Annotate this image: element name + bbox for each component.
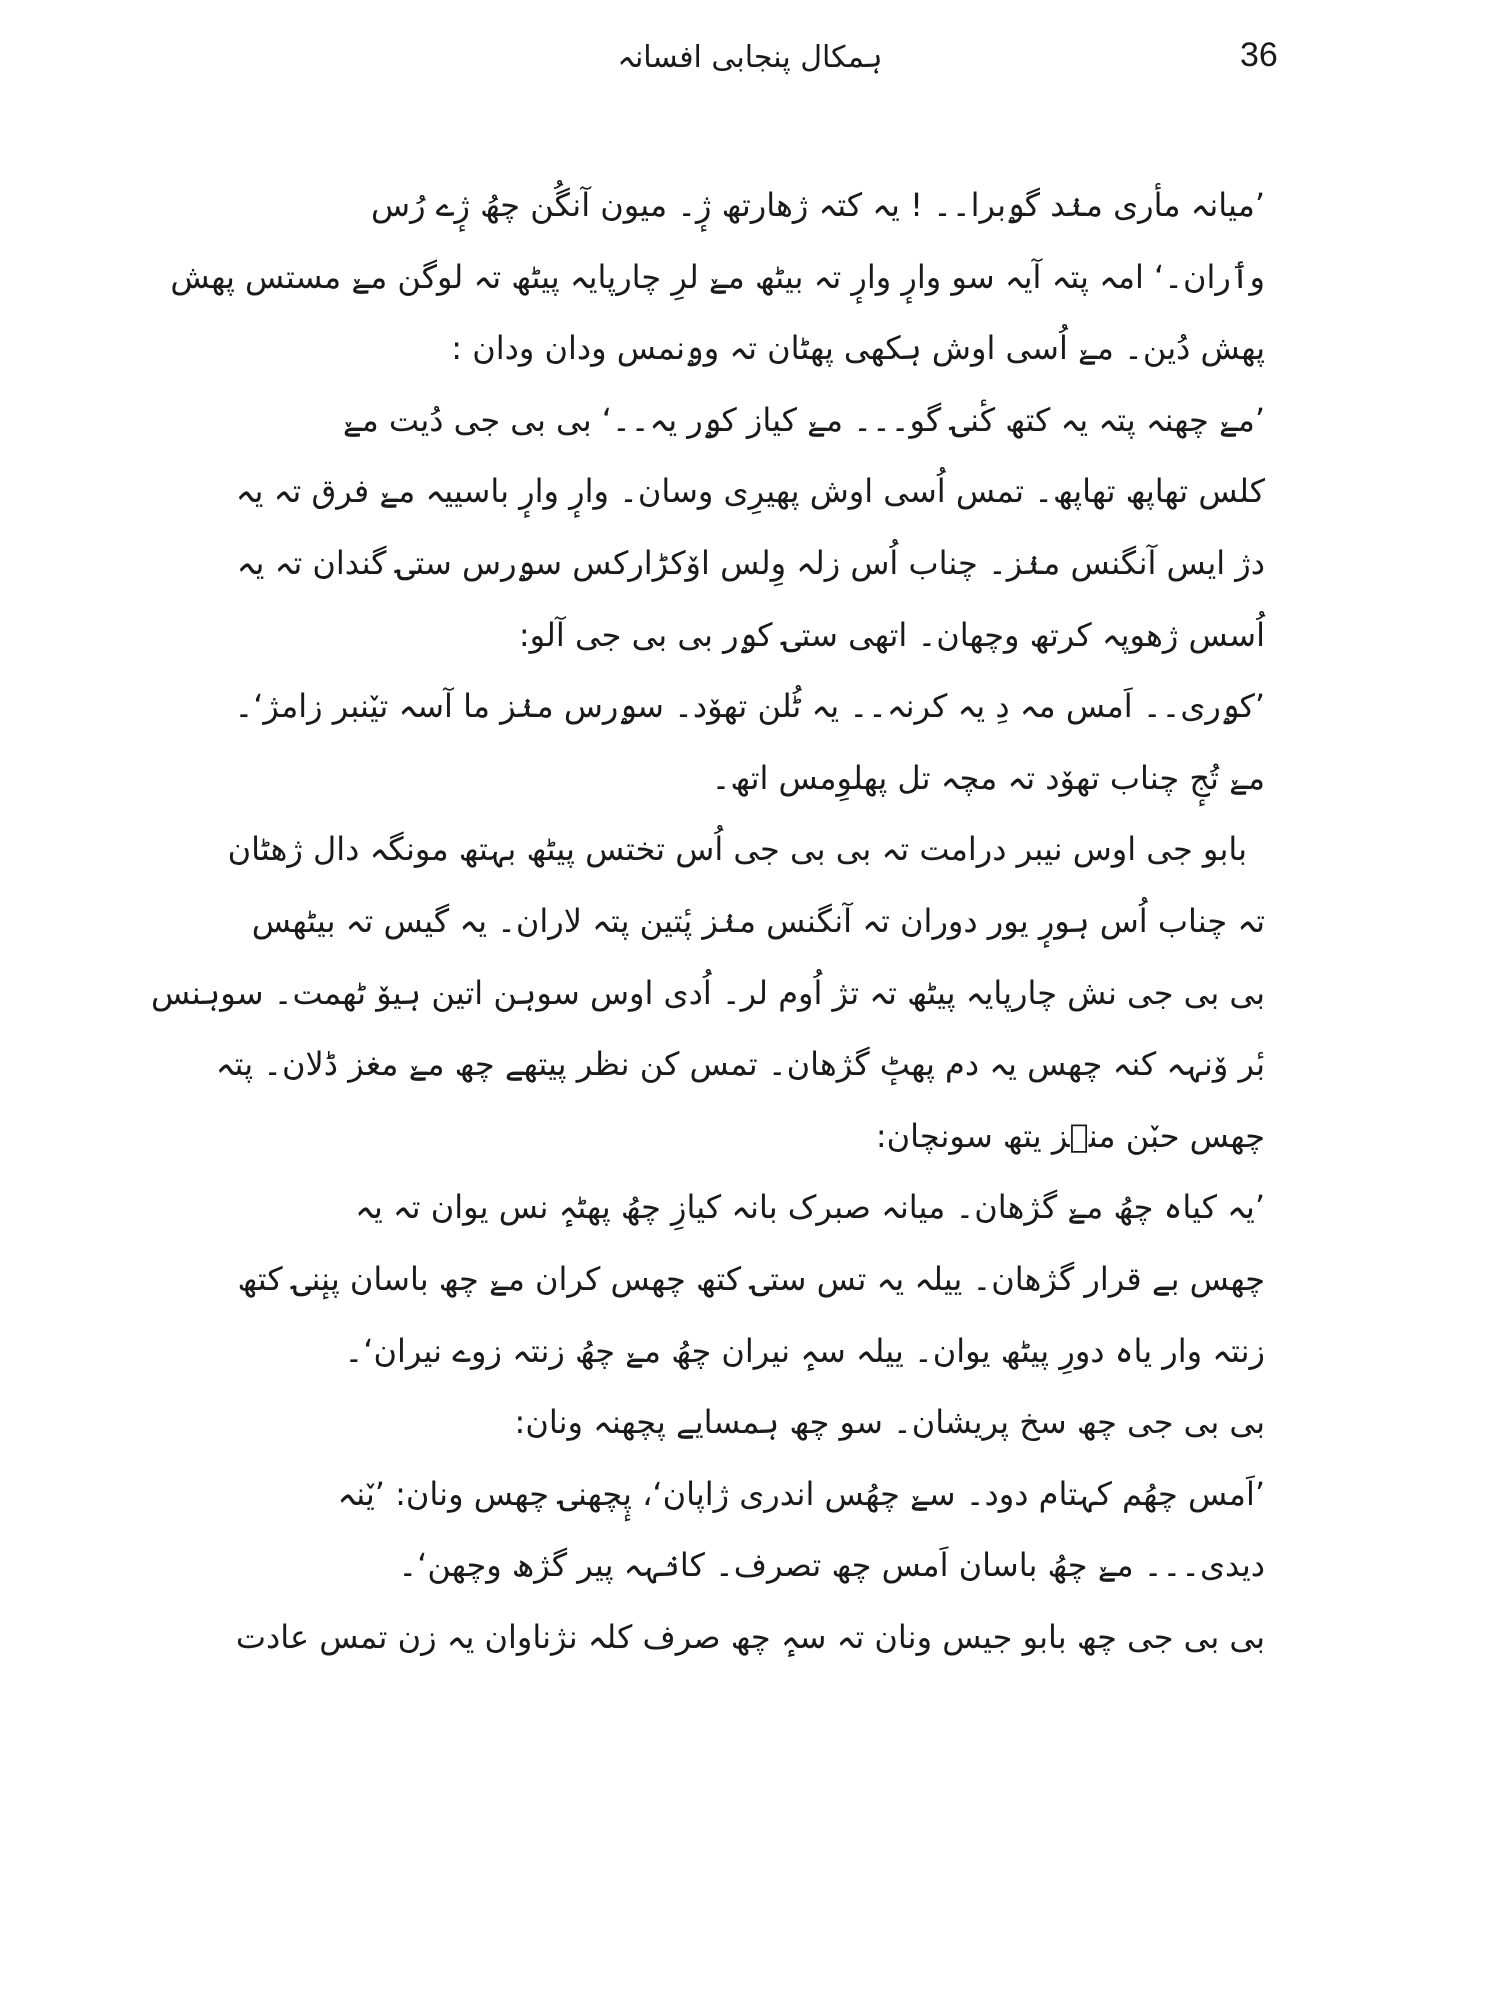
- text-line: بٔر وٚنہہ کنہ چھس یہ دم پھٹٕ گژھان۔ تمس کن نظر پیتھے چھ مےٚ مغز ڈلان۔ پتہ: [215, 1045, 1265, 1084]
- text-line: مےٚ تُجٕ چناب تھوٚد تہ مچہ تل پھلوِمس اتھ۔: [711, 758, 1265, 797]
- text-line: ’کۄری۔۔ اَمس مہ دِ یہ کرنہ۔۔ یہ ٹُلن تھوٚد۔ سۄرس منٛز ما آسہ تیٚنبر زامژ‘۔: [234, 687, 1265, 726]
- text-line: زنتہ وار یاہ دورِ پیٹھ یوان۔ ییلہ سہٕ نیران چھُ مےٚ چھُ زنتہ زوے نیران‘۔: [344, 1331, 1265, 1370]
- text-line: ’میانہ مأری منٛد گۄبرا۔۔ ! یہ کتہ ژھارتھ ژٕ۔ میون آنگُن چھُ ژٕے رُس: [371, 186, 1265, 224]
- text-line: تہ چناب اُس ہورٕ یور دوران تہ آنگنس منٛز پٔتین پتہ لاران۔ یہ گیس تہ بیٹھس: [251, 901, 1265, 940]
- text-line: بابو جی اوس نیبر درامت تہ بی بی جی اُس تختس پیٹھ بہتھ مونگہ دال ژھٹان: [227, 830, 1247, 869]
- text-line: ’یہ کیاہ چھُ مےٚ گژھان۔ میانہ صبرک بانہ کیازِ چھُ پھٹہٕ نس یوان تہ یہ: [355, 1188, 1265, 1227]
- text-line: چھس حبٚن منٛز یتھ سونچان:: [875, 1116, 1265, 1155]
- text-line: اُسس ژھوپہ کرتھ وچھان۔ اتھی ستۍ کۄر بی بی جی آلو:: [518, 615, 1265, 654]
- text-line: چھس بے قرار گژھان۔ ییلہ یہ تس ستۍ کتھ چھس کران مےٚ چھ باسان پنٕنۍ کتھ: [237, 1259, 1265, 1298]
- text-line: وٲران۔‘ امہ پتہ آیہ سو وارٕ وارٕ تہ بیٹھ مےٚ لرِ چارپایہ پیٹھ تہ لوگن مےٚ مستس پھش: [170, 257, 1265, 296]
- text-line: بی بی جی چھ بابو جیس ونان تہ سہٕ چھ صرف کلہ نژناوان یہ زن تمس عادت: [235, 1617, 1265, 1656]
- text-line: ’اَمس چھُم کہتام دود۔ سےٚ چھُس اندری ژاپان‘، پٕچھنۍ چھس ونان: ’یٚنہ: [337, 1474, 1265, 1513]
- text-line: بی بی جی چھ سخ پریشان۔ سو چھ ہمسایے پچھنہ ونان:: [514, 1403, 1265, 1442]
- body-text: [151, 170, 1265, 1673]
- text-line: بی بی جی نش چارپایہ پیٹھ تہ تژ اُوم لر۔ اُدی اوس سوہن اتین ہیوٚ ٹھمت۔ سوہنس: [151, 973, 1265, 1012]
- text-line: دژ ایس آنگنس منٛز۔ چناب اُس زلہ وِلس اوٚکڑارکس سۄرس ستۍ گندان تہ یہ: [236, 543, 1265, 582]
- text-line: دیدی۔۔۔ مےٚ چھُ باسان اَمس چھ تصرف۔ کانٛہہ پیر گژھ وچھن‘۔: [398, 1546, 1265, 1585]
- page-number: 36: [1240, 36, 1278, 74]
- text-line: کلس تھاپھ تھاپھ۔ تمس اُسی اوش پھیرِی وسان۔ وارٕ وارٕ باسییہ مےٚ فرق تہ یہ: [235, 472, 1265, 511]
- text-line: پھش دُین۔ مےٚ اُسی اوش ہکھی پھٹان تہ وۄنمس ودان ودان :: [451, 329, 1265, 368]
- running-header-title: ہمکال پنجابی افسانہ: [617, 40, 883, 75]
- text-line: ’مےٚ چھنہ پتہ یہ کتھ کٔنۍ گو۔۔۔ مےٚ کیاز کۄر یہ۔۔‘ بی بی جی دُیت مےٚ: [342, 400, 1265, 439]
